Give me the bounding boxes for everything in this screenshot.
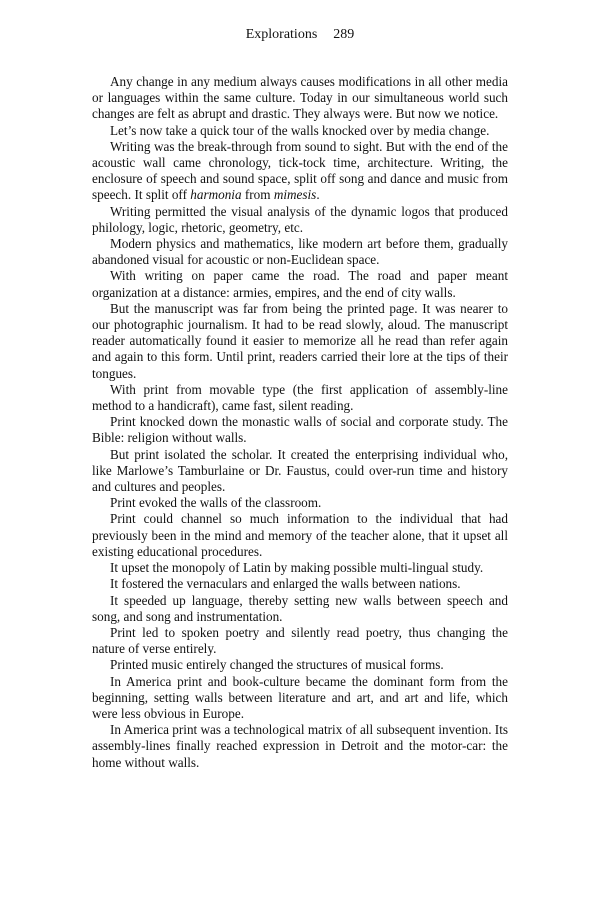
paragraph-text: Writing was the break-through from sound to sight. But with the end of the acoustic wall came chronology, tick-tock time, architecture. Writing, the enclosure of speech and sound space, split off song and dance and music from speech. It split off	[92, 138, 508, 203]
page-number: 289	[333, 27, 355, 42]
paragraph: Print led to spoken poetry and silently read poetry, thus changing the nature of verse entirely.	[92, 624, 508, 657]
paragraph-text: .	[316, 187, 320, 203]
paragraph: Modern physics and mathematics, like modern art before them, gradually abandoned visual for acoustic or non-Euclidean space.	[92, 236, 508, 268]
paragraph: Any change in any medium always causes modifications in all other media or languages within the same culture. Today in our simultaneous world such changes are felt as abrupt and drastic. They always were. But now we notice.	[92, 74, 508, 122]
paragraph: But print isolated the scholar. It created the enterprising individual who, like Marlowe’s Tamburlaine or Dr. Faustus, could over-run time and history and cultures and peoples.	[92, 446, 508, 495]
emphasis-mimesis: mimesis	[273, 187, 317, 203]
paragraph: Printed music entirely changed the structures of musical forms.	[110, 657, 444, 673]
paragraph	[92, 139, 508, 204]
paragraph: Print evoked the walls of the classroom.	[110, 495, 322, 511]
emphasis-harmonia: harmonia	[190, 187, 242, 203]
paragraph: Print could channel so much information to the individual that had previously been in the mind and memory of the teacher alone, that it upset all existing educational procedures.	[92, 511, 508, 559]
paragraph: But the manuscript was far from being the printed page. It was nearer to our photographic journalism. It had to be read slowly, aloud. The manuscript reader automatically found it easier to memorize all he read than refer again and again to this form. Until print, readers carried their lore at the tips of their tongues.	[92, 300, 508, 381]
running-header	[0, 26, 600, 44]
paragraph: Let’s now take a quick tour of the walls knocked over by media change.	[110, 122, 490, 138]
paragraph: With writing on paper came the road. The road and paper meant organization at a distance: armies, empires, and the end of city walls.	[92, 268, 508, 300]
paragraph: In America print was a technological matrix of all subsequent invention. Its assembly-lines finally reached expression in Detroit and the motor-car: the home without walls.	[92, 722, 508, 770]
paragraph: It fostered the vernaculars and enlarged the walls between nations.	[110, 576, 461, 592]
paragraph: With print from movable type (the first application of assembly-line method to a handicraft), came fast, silent reading.	[92, 381, 508, 414]
body-text	[92, 74, 508, 771]
paragraph: It upset the monopoly of Latin by making possible multi-lingual study.	[110, 560, 484, 576]
paragraph-text: from	[244, 187, 271, 203]
paragraph: It speeded up language, thereby setting new walls between speech and song, and song and instrumentation.	[92, 592, 508, 624]
running-title: Explorations	[245, 27, 318, 42]
paragraph: In America print and book-culture became the dominant form from the beginning, setting walls between literature and art, and art and life, which were less obvious in Europe.	[92, 673, 508, 721]
paragraph: Print knocked down the monastic walls of social and corporate study. The Bible: religion without walls.	[92, 414, 508, 446]
paragraph: Writing permitted the visual analysis of the dynamic logos that produced philology, logic, rhetoric, geometry, etc.	[92, 203, 508, 235]
